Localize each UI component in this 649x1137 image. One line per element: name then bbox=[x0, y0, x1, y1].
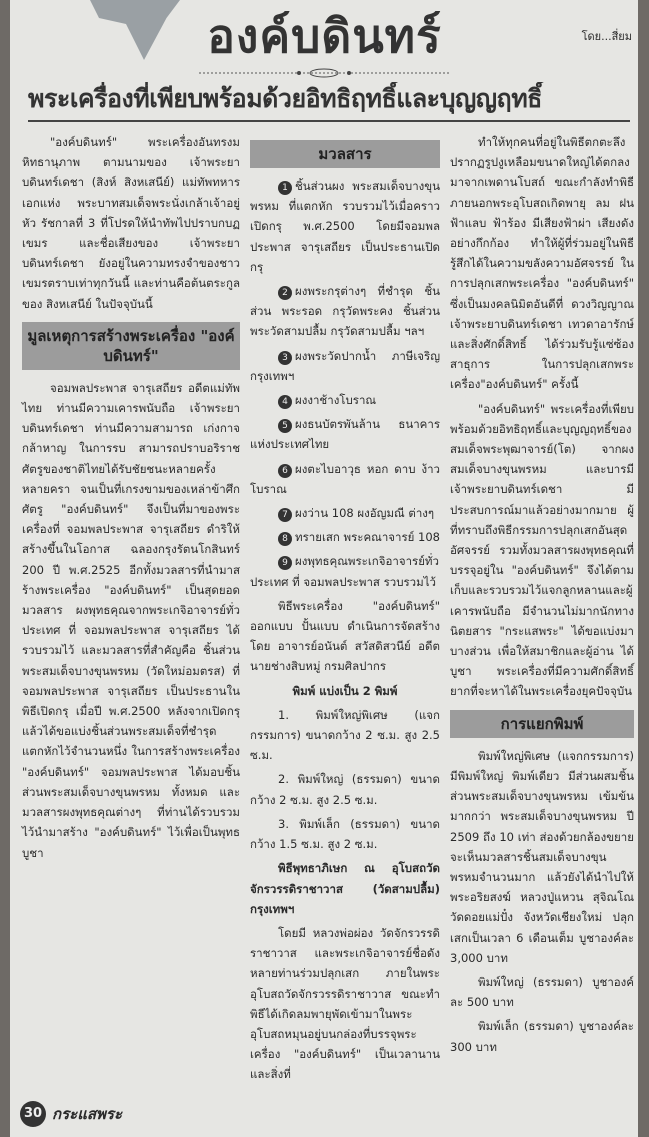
item-text: ผงงาช้างโบราณ bbox=[295, 393, 377, 408]
item-number-badge: 5 bbox=[278, 419, 292, 433]
page-footer bbox=[20, 1101, 638, 1128]
material-item bbox=[250, 390, 440, 410]
page-title: องค์บดินทร์ bbox=[207, 9, 442, 63]
section-heading-molds: การแยกพิมพ์ bbox=[450, 710, 634, 738]
page-header bbox=[10, 0, 638, 122]
item-text: ผงพระกรุต่างๆ ที่ชำรุด ชิ้นส่วน พระรอด กรุวัดพระคง ชิ้นส่วน พระวัดสามปลื้ม กรุวัดสามปลื้ม ฯลฯ bbox=[250, 284, 440, 339]
origin-paragraph: จอมพลประพาส จารุเสถียร อดีตแม่ทัพไทย ท่านมีความเคารพนับถือ เจ้าพระยาบดินทร์เดชา ท่านมีความสามารถ เก่งกาจ กล้าหาญ ในการรบ สามารถปราบอริราชศัตรูของชาติไทยได้รับชัยชนะหลายครั้งหลายครา จนเป็นที่เกรงขามของเหล่าข้าศึกศัตรู "องค์บดินทร์" จึงเป็นที่มาของพระเครื่องที่ จอมพลประพาส จารุเสถียร ดำริให้สร้างขึ้นในโอกาส ฉลองกรุงรัตนโกสินทร์ 200 ปี พ.ศ.2525 อีกทั้งมวลสารที่นำมาสร้างพระเครื่อง "องค์บดินทร์" เป็นสุดยอดมวลสาร ผงพุทธคุณจากพระเกจิอาจารย์ทั่วประเทศ ที่ จอมพลประพาส จารุเสถียร ได้รวบรวมไว้ และมวลสารที่สำคัญคือ ชิ้นส่วนพระสมเด็จบางขุนพรหม (วัดใหม่อมตรส) ที่จอมพลประพาส จารุเสถียร เป็นประธานในพิธีเปิดกรุ เมื่อปี พ.ศ.2500 หลังจากเปิดกรุแล้วได้ขอแบ่งชิ้นส่วนพระสมเด็จที่ชำรุดแตกหักไว้จำนวนหนึ่ง ในการสร้างพระเครื่อง "องค์บดินทร์" จอมพลประพาส ได้มอบชิ้นส่วนพระสมเด็จบางขุนพรหม ทั้งหมด และมวลสารผงพุทธคุณต่างๆ ที่ท่านได้รวบรวมไว้นำมาสร้าง "องค์บดินทร์" ไว้เพื่อเป็นพุทธบูชา bbox=[22, 380, 240, 860]
item-number-badge: 1 bbox=[278, 181, 292, 195]
material-item bbox=[250, 503, 440, 523]
materials-list bbox=[250, 176, 440, 592]
material-item bbox=[250, 414, 440, 454]
column-3 bbox=[450, 132, 634, 1061]
mold-1: 1. พิมพ์ใหญ่พิเศษ (แจกกรรมการ) ขนาดกว้าง 2 ซ.ม. สูง 2.5 ซ.ม. bbox=[250, 707, 440, 763]
item-number-badge: 3 bbox=[278, 351, 292, 365]
material-item bbox=[250, 459, 440, 499]
ceremony-paragraph: โดยมี หลวงพ่อผ่อง วัดจักรวรรดิราชาวาส และพระเกจิอาจารย์ชื่อดังหลายท่านร่วมปลุกเสก ภายในพระอุโบสถวัดจักรวรรดิราชาวาส ขณะทำพิธีได้เกิดลมพายุพัดเข้ามาในพระอุโบสถหมุนอยู่บนกล่องที่บรรจุพระเครื่อง "องค์บดินทร์" เป็นเวลานาน และสิ่งที่ bbox=[250, 925, 440, 1082]
small-mold-price: พิมพ์เล็ก (ธรรมดา) บูชาองค์ละ 300 บาท bbox=[450, 1019, 634, 1054]
ornament-divider bbox=[199, 68, 449, 78]
item-text: ผงพุทธคุณพระเกจิอาจารย์ทั่วประเทศ ที่ จอมพลประพาส รวบรวมไว้ bbox=[250, 554, 439, 589]
material-item bbox=[250, 281, 440, 342]
material-item bbox=[250, 527, 440, 547]
item-number-badge: 9 bbox=[278, 556, 292, 570]
section-heading-origin: มูลเหตุการสร้างพระเครื่อง "องค์บดินทร์" bbox=[22, 322, 240, 370]
intro-paragraph: "องค์บดินทร์" พระเครื่องอันทรงมหิทธานุภาพ ตามนามของ เจ้าพระยาบดินทร์เดชา (สิงห์ สิงหเสนีย์) แม่ทัพทหารเอกแห่ง พระบาทสมเด็จพระนั่งเกล้าเจ้าอยู่หัว รัชกาลที่ 3 ที่โปรดให้นำทัพไปปราบกบฏเขมร และชื่อเสียงของ เจ้าพระยาบดินทร์เดชา ยังอยู่ในความทรงจำของชาวเขมรตราบเท่าทุกวันนี้ และท่านคือต้นตระกูลของ สิงหเสนีย์ ในปัจจุบันนี้ bbox=[22, 135, 240, 311]
magazine-page bbox=[10, 0, 638, 1137]
item-number-badge: 4 bbox=[278, 395, 292, 409]
section-heading-materials: มวลสาร bbox=[250, 140, 440, 168]
item-text: ผงพระวัดปากน้ำ ภาษีเจริญ กรุงเทพฯ bbox=[250, 348, 440, 383]
mold-2: 2. พิมพ์ใหญ่ (ธรรมดา) ขนาดกว้าง 2 ซ.ม. สูง 2.5 ซ.ม. bbox=[250, 772, 440, 807]
creation-paragraph: พิธีพระเครื่อง "องค์บดินทร์" ออกแบบ ปั้นแบบ ดำเนินการจัดสร้างโดย อาจารย์อนันต์ สวัสดิสวนีย์ อดีตนายช่างสิบหมู่ กรมศิลปากร bbox=[250, 598, 440, 674]
page-number: 30 bbox=[20, 1101, 46, 1127]
columns bbox=[10, 122, 638, 1089]
mold-heading: พิมพ์ แบ่งเป็น 2 พิมพ์ bbox=[292, 683, 398, 698]
item-text: ทรายเสก พระคณาจารย์ 108 bbox=[295, 530, 440, 545]
summary-paragraph: "องค์บดินทร์" พระเครื่องที่เพียบพร้อมด้วยอิทธิฤทธิ์และบุญญฤทธิ์ของสมเด็จพระพุฒาจารย์(โต) จากผงสมเด็จบางขุนพรหม และบารมีเจ้าพระยาบดินทร์เดชา มีประสบการณ์มาแล้วอย่างมากมาย ผู้ที่ทราบถึงพิธีกรรมการปลุกเสกอันสุดอัศจรรย์ รวมทั้งมวลสารผงพุทธคุณที่บรรจุอยู่ใน "องค์บดินทร์" จึงได้ตามเก็บและรวบรวมไว้แจกลูกหลานและผู้เคารพนับถือ มีจำนวนไม่มากนักทางนิตยสาร "กระแสพระ" ได้ขอแบ่งมาบางส่วน เพื่อให้สมาชิกและผู้อ่าน ได้บูชา พระเครื่องที่มีความศักดิ์สิทธิ์ ยากที่จะหาได้ในพระเครื่องยุคปัจจุบัน bbox=[450, 401, 634, 699]
special-mold-paragraph: พิมพ์ใหญ่พิเศษ (แจกกรรมการ) มีพิมพ์ใหญ่ พิมพ์เดียว มีส่วนผสมชิ้นส่วนพระสมเด็จบางขุนพรหม เข้มข้นมากกว่า พระสมเด็จบางขุนพรหม ปี 2509 ถึง 10 เท่า ส่องด้วยกล้องขยายจะเห็นมวลสารชิ้นสมเด็จบางขุนพรหมจำนวนมาก แล้วยังได้นำไปให้ พระอริยสงฆ์ หลวงปู่แหวน สุจิณโณ วัดดอยแม่ปั๋ง จังหวัดเชียงใหม่ ปลุกเสกเป็นเวลา 6 เดือนเต็ม บูชาองค์ละ 3,000 บาท bbox=[450, 748, 634, 965]
large-mold-price: พิมพ์ใหญ่ (ธรรมดา) บูชาองค์ละ 500 บาท bbox=[450, 974, 634, 1010]
item-text: ผงตะไบอาวุธ หอก ดาบ ง้าวโบราณ bbox=[250, 461, 440, 496]
column-1 bbox=[22, 132, 240, 867]
ceremony-heading: พิธีพุทธาภิเษก ณ อุโบสถวัดจักรวรรดิราชาวาส (วัดสามปลื้ม) กรุงเทพฯ bbox=[250, 861, 440, 916]
item-number-badge: 6 bbox=[278, 464, 292, 478]
material-item bbox=[250, 346, 440, 386]
item-number-badge: 8 bbox=[278, 532, 292, 546]
item-text: ผงธนบัตรพันล้าน ธนาคารแห่งประเทศไทย bbox=[250, 417, 440, 452]
item-text: ผงว่าน 108 ผงอัญมณี ต่างๆ bbox=[295, 506, 435, 521]
byline: โดย...สี่ยม bbox=[581, 30, 632, 43]
item-number-badge: 2 bbox=[278, 286, 292, 300]
mold-3: 3. พิมพ์เล็ก (ธรรมดา) ขนาดกว้าง 1.5 ซ.ม. สูง 2 ซ.ม. bbox=[250, 816, 440, 852]
subtitle: พระเครื่องที่เพียบพร้อมด้วยอิทธิฤทธิ์และบุญญฤทธิ์ bbox=[28, 82, 630, 122]
material-item bbox=[250, 176, 440, 277]
magazine-name: กระแสพระ bbox=[52, 1104, 123, 1123]
item-text: ชิ้นส่วนผง พระสมเด็จบางขุนพรหม ที่แตกหัก รวบรวมไว้เมื่อคราวเปิดกรุ พ.ศ.2500 โดยมีจอมพลประพาส จารุเสถียร เป็นประธานเปิดกรุ bbox=[250, 179, 440, 274]
material-item bbox=[250, 551, 440, 591]
item-number-badge: 7 bbox=[278, 508, 292, 522]
miracle-paragraph: ทำให้ทุกคนที่อยู่ในพิธีตกตะลึง ปรากฏรูปงูเหลือมขนาดใหญ่ได้ตกลงมาจากเพดานโบสถ์ ขณะกำลังทำพิธี ภายนอกพระอุโบสถเกิดพายุ ลม ฝน ฟ้าแลบ ฟ้าร้อง มีเสียงฟ้าผ่า เสียงดังอย่างกึกก้อง ทำให้ผู้ที่ร่วมอยู่ในพิธีรู้สึกได้ในความขลังความอัศจรรย์ ในการปลุกเสกพระเครื่อง "องค์บดินทร์" ซึ่งเป็นมงคลนิมิตอันดีที่ ดวงวิญญาณเจ้าพระยาบดินทร์เดชา เทวดาอารักษ์ และสิ่งศักดิ์สิทธิ์ ได้ร่วมรับรู้แซ่ซ้องสาธุการ ในการปลุกเสกพระเครื่อง"องค์บดินทร์" ครั้งนี้ bbox=[450, 135, 634, 392]
column-2 bbox=[250, 132, 440, 1089]
